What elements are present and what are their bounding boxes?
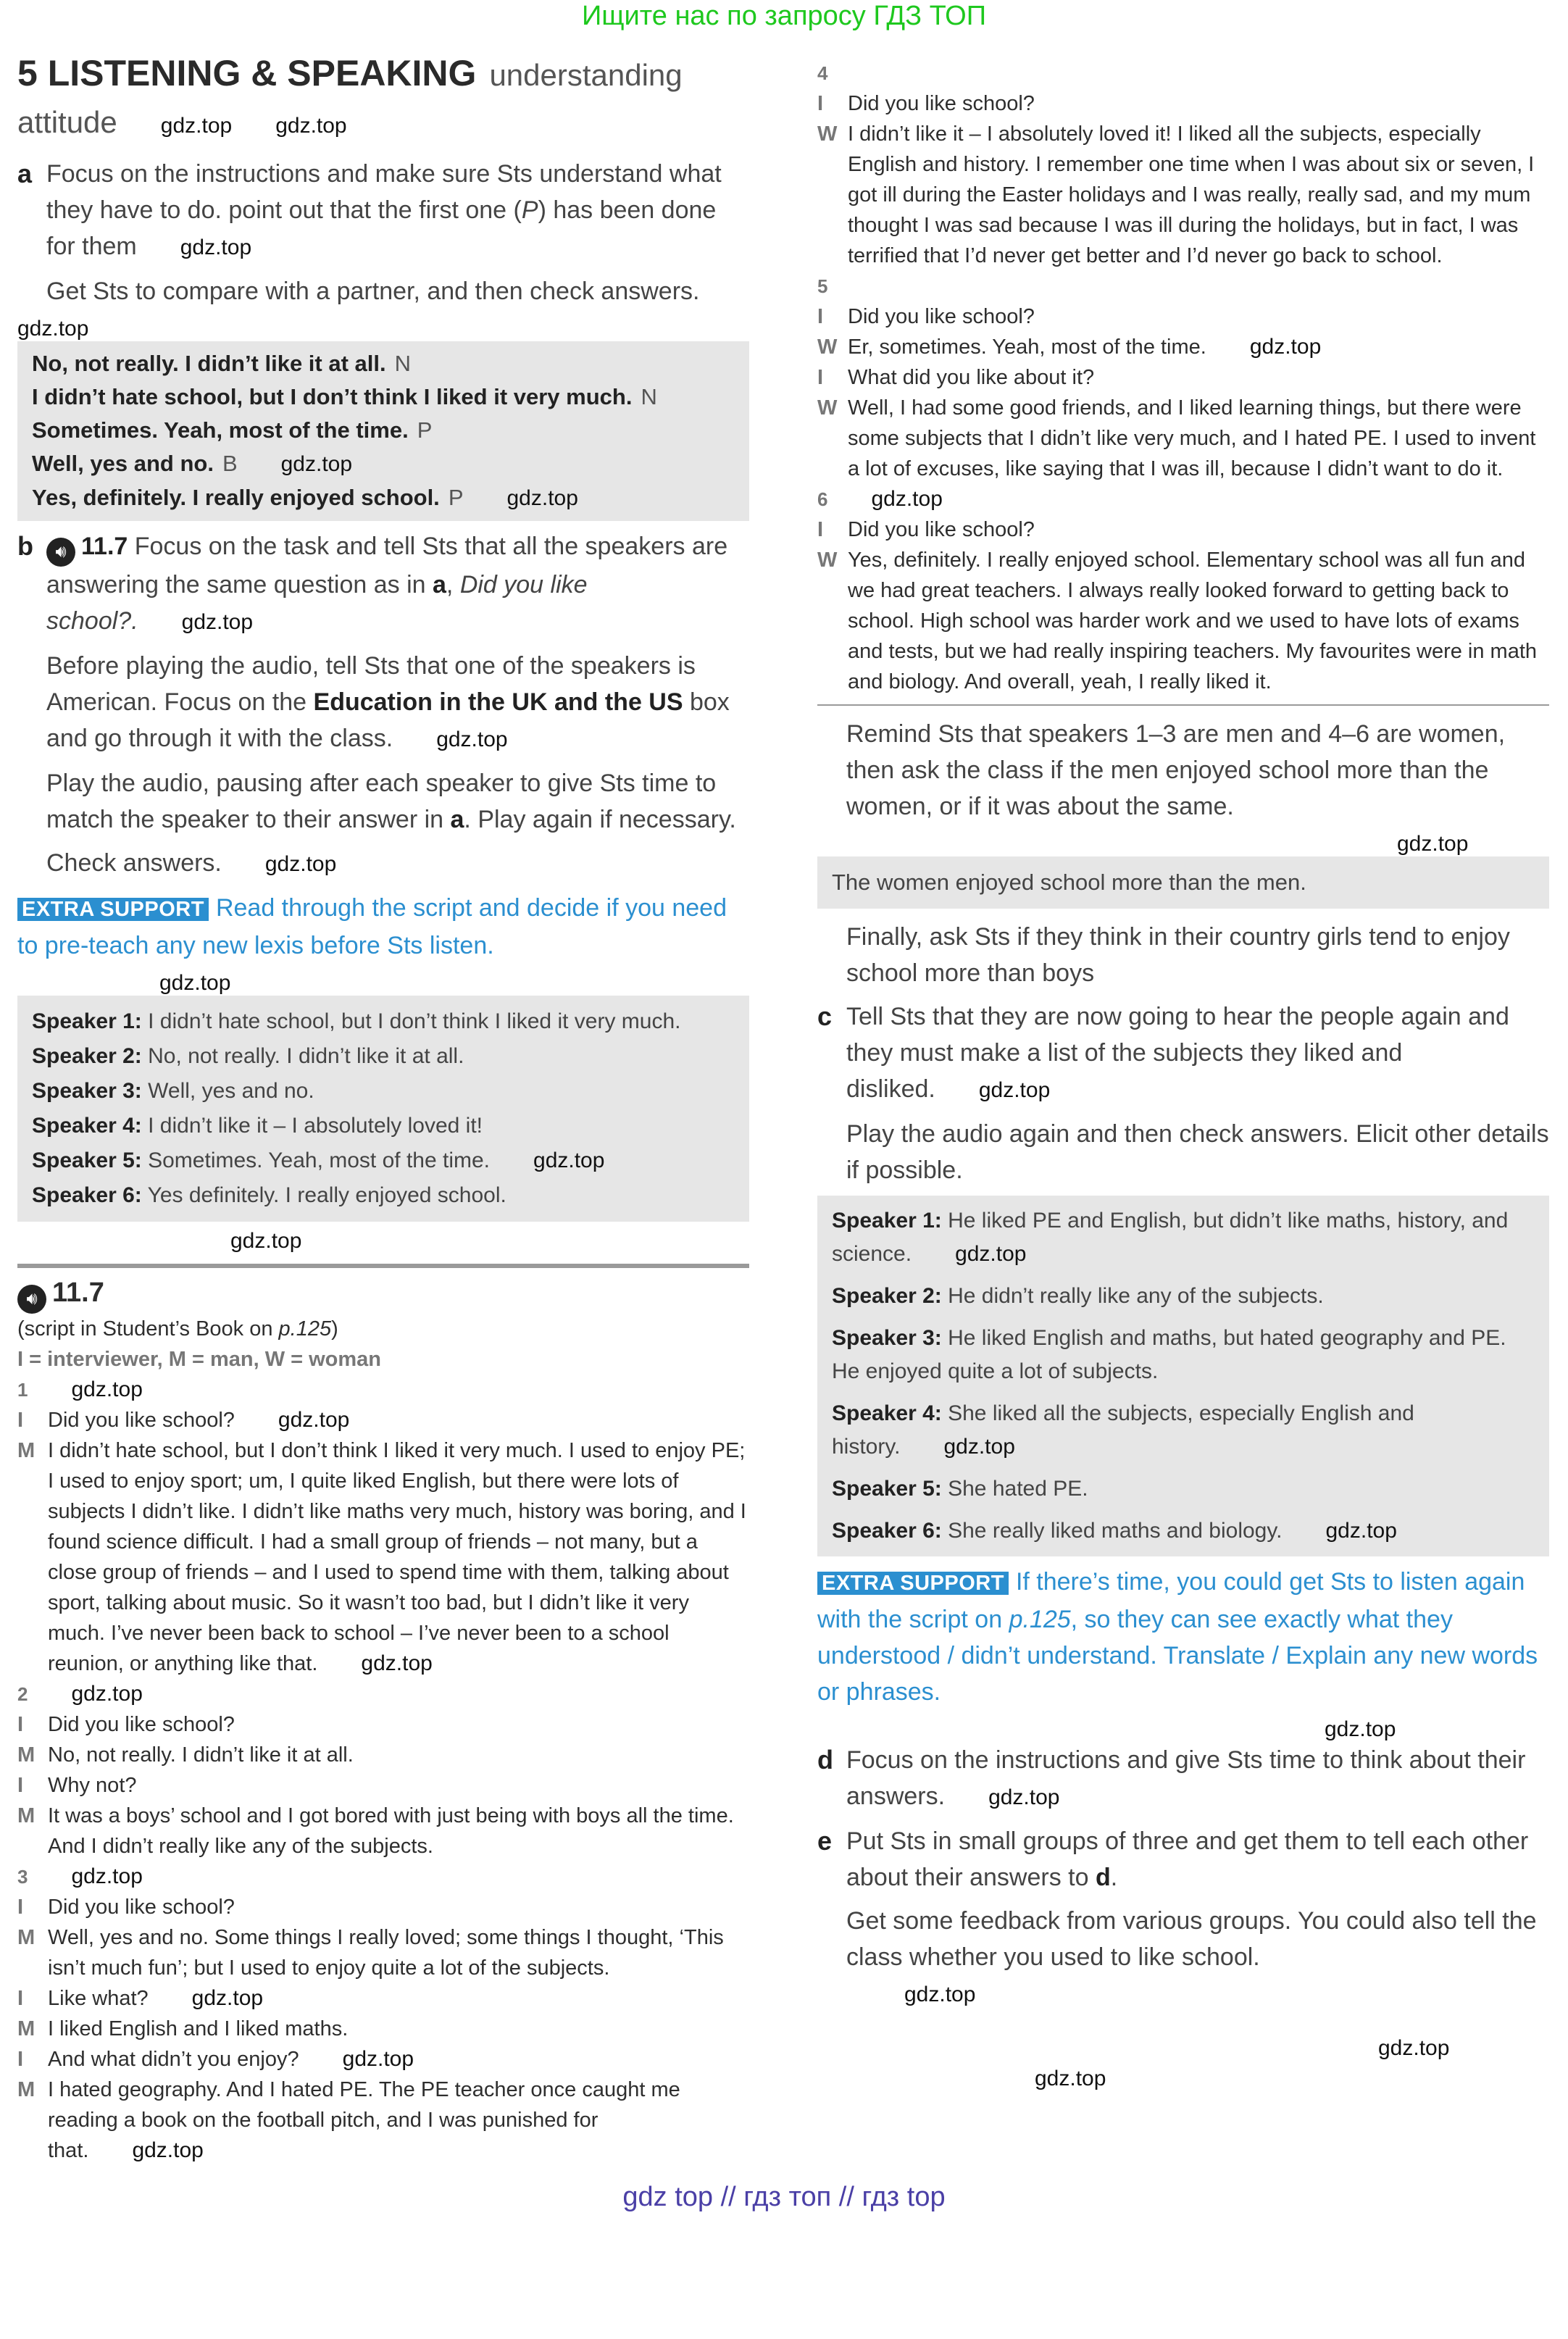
script-text: It was a boys’ school and I got bored with just being with boys all the time. And I didn’t really like any of the subjects. <box>48 1804 734 1858</box>
text: p.125 <box>1009 1606 1071 1633</box>
speaker-initial: W <box>817 549 838 572</box>
watermark: gdz.top <box>71 1864 143 1888</box>
script-line <box>17 1801 749 1861</box>
section-subtitle: understanding attitude <box>17 58 683 139</box>
script-section-number <box>817 271 1549 301</box>
extra-support-badge: EXTRA SUPPORT <box>17 898 209 921</box>
script-line <box>17 1892 749 1922</box>
script-line <box>17 1405 749 1435</box>
watermark: gdz.top <box>1249 335 1322 359</box>
text: Education in the UK and the US <box>313 688 683 716</box>
watermark: gdz.top <box>280 452 353 476</box>
watermark: gdz.top <box>871 487 943 511</box>
text: , so they can see exactly what they understood / didn’t understand. Translate / Explain any new words or phrases. <box>817 1606 1538 1706</box>
text: Finally, ask Sts if they think in their country girls tend to enjoy school more than boys <box>846 923 1510 987</box>
script-track <box>17 1275 749 1314</box>
script-line <box>17 1435 749 1679</box>
watermark: gdz.top <box>1378 2036 1450 2060</box>
speaker-name: Speaker 4: <box>32 1114 142 1138</box>
script-text: I liked English and I liked maths. <box>48 2017 349 2040</box>
audio-icon[interactable]: 🔊︎ <box>46 538 75 567</box>
answer-row <box>32 380 735 414</box>
script-line <box>817 332 1549 362</box>
speaker-name: Speaker 4: <box>832 1401 942 1425</box>
task-label: e <box>817 1826 833 1856</box>
script-right <box>817 58 1549 697</box>
script-section-number <box>817 484 1549 514</box>
answers-box-a <box>17 341 749 521</box>
watermark: gdz.top <box>506 486 578 510</box>
speaker-initial: M <box>17 1804 36 1827</box>
script-line <box>817 393 1549 484</box>
watermark: gdz.top <box>264 852 337 876</box>
answer-code: N <box>641 384 657 409</box>
watermark: gdz.top <box>191 1986 264 2010</box>
answer-row <box>32 414 735 447</box>
script-text: Well, yes and no. Some things I really loved; some things I thought, ‘This isn’t much fun’; but I used to enjoy quite a lot of the subjects. <box>48 1926 724 1980</box>
text: box and go through it with the class. <box>46 688 730 752</box>
track-number: 11.7 <box>81 533 128 560</box>
speaker-answer: Well, yes and no. <box>148 1079 314 1103</box>
watermark: gdz.top <box>904 1982 976 2006</box>
speaker-initial: I <box>817 366 824 389</box>
speaker-row <box>32 1039 735 1074</box>
watermark: gdz.top <box>978 1078 1051 1102</box>
answer-code: N <box>394 351 412 376</box>
script-section-number <box>17 1861 749 1892</box>
text: ) <box>331 1317 338 1341</box>
speaker-row <box>832 1472 1535 1506</box>
watermark: gdz.top <box>181 610 254 634</box>
extra-support-text: Read through the script and decide if you need to pre-teach any new lexis before Sts listen. <box>17 894 727 959</box>
speaker-row <box>32 1109 735 1143</box>
speaker-row <box>832 1280 1535 1313</box>
script-line <box>17 1922 749 1983</box>
speaker-initial: I <box>17 1713 24 1736</box>
audio-icon[interactable]: 🔊︎ <box>17 1285 46 1314</box>
watermark: gdz.top <box>533 1148 605 1172</box>
speaker-answer: She hated PE. <box>948 1477 1088 1501</box>
answer-row <box>32 447 735 481</box>
text: Focus on the task and tell Sts that all the speakers are answering the same question as in <box>46 533 728 599</box>
script-text: What did you like about it? <box>848 366 1095 389</box>
speaker-name: Speaker 2: <box>32 1044 142 1068</box>
watermark: gdz.top <box>159 971 231 995</box>
text: a <box>432 571 446 599</box>
watermark: gdz.top <box>1325 1717 1396 1741</box>
speaker-initial: I <box>17 1774 24 1797</box>
script-line <box>17 2044 749 2075</box>
answer-text: Yes, definitely. I really enjoyed school. <box>32 485 440 510</box>
watermark: gdz.top <box>342 2047 414 2071</box>
script-text: Did you like school? <box>48 1409 235 1432</box>
text: . <box>1110 1864 1118 1891</box>
page-columns <box>0 32 1568 2166</box>
speaker-initial: M <box>17 1743 36 1767</box>
script-section-number <box>17 1679 749 1709</box>
script-line <box>817 362 1549 393</box>
text: P <box>521 196 538 224</box>
task-label: b <box>17 531 33 561</box>
script-text: I didn’t like it – I absolutely loved it! I liked all the subjects, especially English and history. I remember one time when I was about six or seven, I got ill during the Easter holidays and I was really, really sad, and my mum thought I was sad because I was ill during the holidays, but in fact, I was terrified that I’d never get better and I’d never go back to school. <box>848 122 1535 267</box>
speaker-name: Speaker 5: <box>832 1477 942 1501</box>
task-label: d <box>817 1745 833 1775</box>
speaker-initial: M <box>17 2017 36 2040</box>
speaker-answer: She liked all the subjects, especially English and history. <box>832 1401 1414 1459</box>
script-header <box>17 1275 749 1375</box>
speaker-initial: M <box>17 2078 36 2101</box>
watermark: gdz.top <box>230 1229 302 1253</box>
script-source <box>17 1314 749 1344</box>
script-text: Yes, definitely. I really enjoyed school. Elementary school was all fun and we had great teachers. I always really looked forward to getting back to school. High school was harder work and we used to have lots of exams and tests, but we had really inspiring teachers. My favourites were in math and biology. And overall, yeah, I really liked it. <box>848 549 1538 693</box>
text: Remind Sts that speakers 1–3 are men and 4–6 are women, then ask the class if the men enjoyed school more than the women, or if it was about the same. <box>846 720 1506 820</box>
task-e-feedback <box>846 1903 1549 1975</box>
speaker-initial: I <box>817 305 824 328</box>
speaker-name: Speaker 6: <box>32 1183 142 1207</box>
speaker-name: Speaker 6: <box>832 1519 942 1543</box>
task-b <box>17 528 749 641</box>
task-label: a <box>17 159 33 188</box>
remind-text <box>846 716 1549 825</box>
speaker-initial: M <box>17 1439 36 1462</box>
speaker-name: Speaker 3: <box>32 1079 142 1103</box>
speaker-row <box>32 1178 735 1213</box>
right-column <box>817 58 1549 2091</box>
speaker-answer: I didn’t hate school, but I don’t think I liked it very much. <box>148 1009 681 1033</box>
speaker-initial: I <box>17 1409 24 1432</box>
text: Focus on the instructions and give Sts time to think about their answers. <box>846 1746 1526 1810</box>
speaker-answer: No, not really. I didn’t like it at all. <box>148 1044 464 1068</box>
text: The women enjoyed school more than the men. <box>832 870 1306 895</box>
task-a-compare <box>46 273 749 309</box>
script-line <box>17 1740 749 1770</box>
script-text: Did you like school? <box>848 305 1035 328</box>
speaker-initial: W <box>817 396 838 420</box>
speaker-name: Speaker 5: <box>32 1148 142 1172</box>
watermark: gdz.top <box>436 727 508 751</box>
task-c-play <box>846 1116 1549 1188</box>
script-line <box>817 119 1549 271</box>
speaker-row <box>832 1514 1535 1548</box>
extra-support-b <box>17 890 749 964</box>
text: Check answers. <box>46 849 222 877</box>
watermark: gdz.top <box>71 1682 143 1706</box>
script-text: No, not really. I didn’t like it at all. <box>48 1743 354 1767</box>
text: Play the audio again and then check answers. Elicit other details if possible. <box>846 1120 1549 1184</box>
answer-text: Well, yes and no. <box>32 451 214 476</box>
speakers-box-c <box>817 1196 1549 1556</box>
text: Get Sts to compare with a partner, and then check answers. <box>46 278 700 305</box>
script-text: Like what? <box>48 1987 149 2010</box>
section-heading: 5 LISTENING & SPEAKING <box>17 53 477 93</box>
watermark: gdz.top <box>1325 1519 1397 1543</box>
speaker-answer: He liked English and maths, but hated geography and PE. He enjoyed quite a lot of subjects. <box>832 1326 1506 1383</box>
answer-row <box>32 481 735 515</box>
task-d <box>817 1742 1549 1816</box>
answer-text: No, not really. I didn’t like it at all. <box>32 351 386 376</box>
extra-support-badge: EXTRA SUPPORT <box>817 1572 1009 1595</box>
task-e <box>817 1823 1549 1896</box>
script-line <box>817 545 1549 697</box>
text: a <box>450 806 464 833</box>
task-b-check <box>46 845 749 883</box>
speaker-answer: He liked PE and English, but didn’t like maths, history, and science. <box>832 1209 1509 1266</box>
speaker-answer: Yes definitely. I really enjoyed school. <box>147 1183 506 1207</box>
script-line <box>817 301 1549 332</box>
text: Focus on the instructions and make sure Sts understand what they have to do. point out that the first one ( <box>46 160 722 224</box>
text: . Play again if necessary. <box>464 806 736 833</box>
answer-row <box>32 347 735 380</box>
watermark: gdz.top <box>71 1377 143 1401</box>
script-text: Did you like school? <box>48 1713 235 1736</box>
speaker-answer: She really liked maths and biology. <box>948 1519 1283 1543</box>
watermark: gdz.top <box>17 317 89 341</box>
script-line <box>17 1770 749 1801</box>
speaker-name: Speaker 2: <box>832 1284 942 1308</box>
answer-code: P <box>448 485 464 510</box>
speaker-initial: I <box>17 1896 24 1919</box>
script-text: Did you like school? <box>48 1896 235 1919</box>
script-line <box>17 1983 749 2014</box>
text: Before playing the audio, tell Sts that one of the speakers is American. Focus on the <box>46 652 696 716</box>
text: Put Sts in small groups of three and get them to tell each other about their answers to <box>846 1827 1529 1891</box>
speaker-initial: W <box>817 122 838 146</box>
answer-box-women <box>817 856 1549 909</box>
section-title <box>17 51 749 149</box>
track-number: 11.7 <box>52 1277 104 1308</box>
speaker-row <box>832 1322 1535 1388</box>
script-left <box>17 1375 749 2166</box>
watermark: gdz.top <box>1035 2067 1106 2090</box>
script-text: Did you like school? <box>848 518 1035 541</box>
divider <box>17 1264 749 1268</box>
script-text: I didn’t hate school, but I don’t think I liked it very much. I used to enjoy PE; I used to enjoy sport; um, I quite liked English, but there were lots of subjects I didn’t like. I didn’t like maths very much, history was boring, and I found science difficult. I had a small group of friends – not many, but a close group of friends – and I used to spend time with them, talking about sport, talking about music. So it wasn’t too bad, but I didn’t like it very much. I’ve never been back to school – I’ve never been to a school reunion, or anything like that. <box>48 1439 746 1675</box>
section-number-text: 4 <box>817 62 828 84</box>
speakers-box-b <box>17 996 749 1222</box>
finally-text <box>846 919 1549 991</box>
script-text: And what didn’t you enjoy? <box>48 2048 299 2071</box>
watermark: gdz.top <box>361 1651 433 1675</box>
watermark: gdz.top <box>943 1435 1015 1459</box>
watermark: gdz.top <box>160 114 233 138</box>
script-legend: I = interviewer, M = man, W = woman <box>17 1348 382 1371</box>
speaker-initial: I <box>17 2048 24 2071</box>
speaker-row <box>32 1074 735 1109</box>
watermark: gdz.top <box>955 1242 1027 1266</box>
speaker-row <box>832 1204 1535 1271</box>
speaker-initial: I <box>817 518 824 541</box>
script-text: I hated geography. And I hated PE. The PE teacher once caught me reading a book on the football pitch, and I was punished for that. <box>48 2078 680 2162</box>
left-column <box>17 51 749 2166</box>
speaker-row <box>832 1397 1535 1464</box>
speaker-answer: I didn’t like it – I absolutely loved it! <box>148 1114 483 1138</box>
speaker-row <box>32 1143 735 1178</box>
script-line <box>817 514 1549 545</box>
watermark: gdz.top <box>132 2138 204 2162</box>
script-section-number <box>17 1375 749 1405</box>
speaker-name: Speaker 1: <box>32 1009 142 1033</box>
script-line <box>17 2014 749 2044</box>
task-b-before <box>46 648 749 758</box>
script-text: Well, I had some good friends, and I liked learning things, but there were some subjects that I didn’t like very much, and I hated PE. I used to invent a lot of excuses, like saying that I was ill, because I didn’t want to do it. <box>848 396 1536 480</box>
answer-text: Sometimes. Yeah, most of the time. <box>32 417 409 443</box>
watermark: gdz.top <box>988 1785 1060 1809</box>
text: Play the audio, pausing after each speaker to give Sts time to match the speaker to their answer in <box>46 770 717 833</box>
script-text: Why not? <box>48 1774 137 1797</box>
section-number-text: 2 <box>17 1683 28 1705</box>
text: , <box>446 571 460 599</box>
section-number-text: 1 <box>17 1379 28 1401</box>
speaker-initial: M <box>17 1926 36 1949</box>
watermark: gdz.top <box>1397 832 1469 856</box>
footer-links[interactable]: gdz top // гдз топ // гдз top <box>622 2182 946 2212</box>
text: Get some feedback from various groups. You could also tell the class whether you used to like school. <box>846 1907 1537 1971</box>
speaker-answer: Sometimes. Yeah, most of the time. <box>148 1148 491 1172</box>
speaker-row <box>32 1004 735 1039</box>
script-text: Er, sometimes. Yeah, most of the time. <box>848 335 1206 359</box>
text: p.125 <box>278 1317 332 1341</box>
answer-code: P <box>417 417 433 443</box>
task-label: c <box>817 1001 833 1031</box>
divider <box>817 704 1549 706</box>
section-number-text: 5 <box>817 275 828 297</box>
script-line <box>17 1709 749 1740</box>
speaker-initial: I <box>817 92 824 115</box>
script-line <box>817 88 1549 119</box>
text: If there’s time, you could get Sts to listen again with the script on <box>817 1568 1525 1633</box>
answer-text: I didn’t hate school, but I don’t think I liked it very much. <box>32 384 633 409</box>
script-section-number <box>817 58 1549 88</box>
watermark: gdz.top <box>275 114 347 138</box>
text: Tell Sts that they are now going to hear the people again and they must make a list of the subjects they liked and disliked. <box>846 1003 1509 1103</box>
script-text: Did you like school? <box>848 92 1035 115</box>
answer-code: B <box>222 451 238 476</box>
text: (script in Student’s Book on <box>17 1317 279 1341</box>
text: Did you like school?. <box>46 571 588 635</box>
task-c <box>817 998 1549 1109</box>
speaker-name: Speaker 3: <box>832 1326 942 1350</box>
search-banner: Ищите нас по запросу ГДЗ ТОП <box>581 1 987 31</box>
extra-support-c <box>817 1564 1549 1710</box>
watermark: gdz.top <box>180 235 252 259</box>
section-number-text: 3 <box>17 1866 28 1888</box>
speaker-answer: He didn’t really like any of the subjects. <box>948 1284 1324 1308</box>
speaker-initial: I <box>17 1987 24 2010</box>
text: ) has been done for them <box>46 196 717 260</box>
speaker-name: Speaker 1: <box>832 1209 942 1233</box>
speaker-initial: W <box>817 335 838 359</box>
script-line <box>17 2075 749 2166</box>
text: d <box>1095 1864 1111 1891</box>
task-a <box>17 156 749 266</box>
task-b-play <box>46 765 749 838</box>
watermark: gdz.top <box>278 1408 350 1432</box>
section-number-text: 6 <box>817 488 828 510</box>
